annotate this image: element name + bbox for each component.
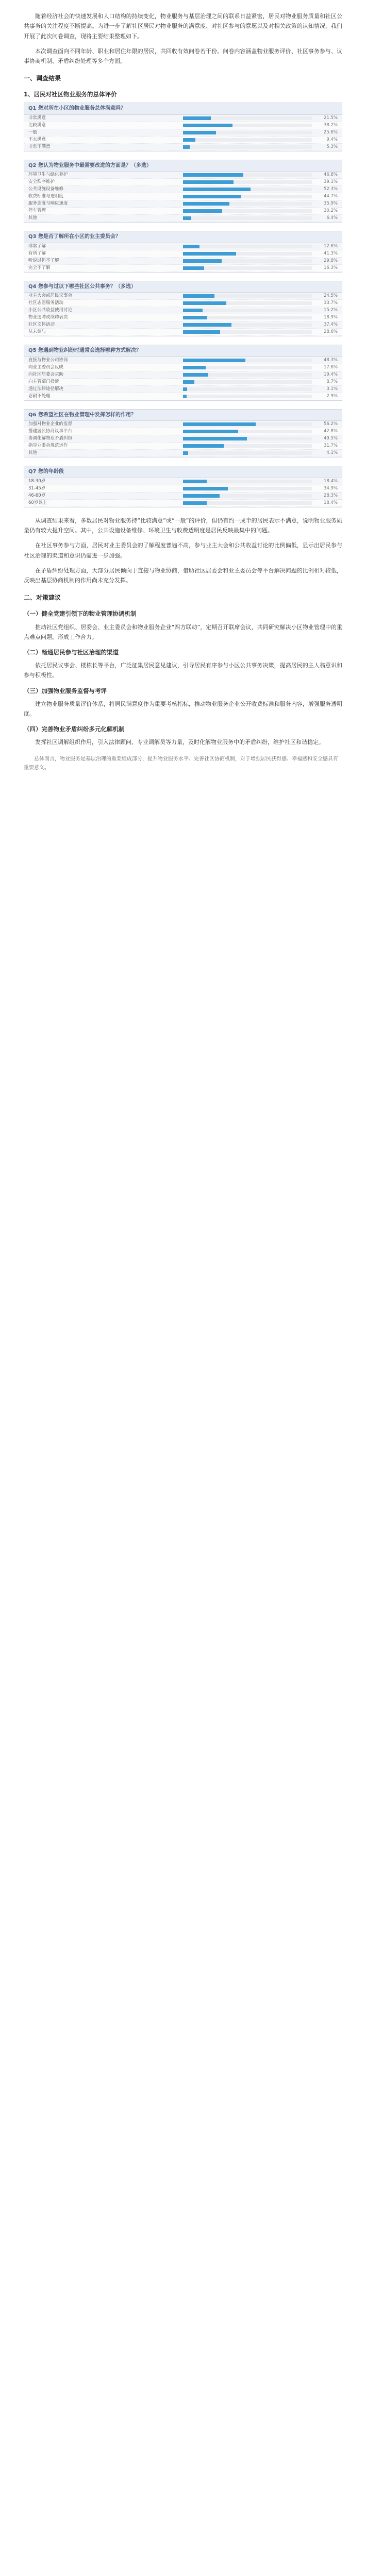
survey-bar-fill — [183, 294, 214, 298]
survey-bar-track — [183, 494, 312, 498]
survey-bar-fill — [183, 124, 232, 127]
intro-paragraph: 本次调查面向不同年龄、职业和居住年限的居民，共回收有效问卷若干份。问卷内容涵盖物业服务评价、社区事务参与、议事协商机制、矛盾纠纷处理等多个方面。 — [24, 47, 342, 64]
survey-option-row — [24, 215, 342, 222]
survey-option-label: 收费标准与透明度 — [28, 194, 64, 199]
survey-option-row — [24, 386, 342, 393]
survey-bar-track — [183, 430, 312, 433]
survey-question-title: Q3 您是否了解所在小区的业主委员会？ — [24, 231, 342, 243]
survey-option-row — [24, 115, 342, 122]
survey-bar-fill — [183, 173, 243, 177]
survey-bar-track — [183, 373, 312, 377]
survey-option-label: 社区志愿服务活动 — [28, 300, 64, 306]
survey-option-label: 物业选聘或续聘表决 — [28, 315, 68, 320]
survey-option-row — [24, 393, 342, 400]
survey-option-row — [24, 200, 342, 208]
survey-option-row — [24, 357, 342, 364]
survey-bar-track — [183, 487, 312, 490]
survey-option-percent: 48.3% — [323, 357, 338, 363]
survey-bar-fill — [183, 323, 231, 327]
survey-bar-fill — [183, 209, 222, 213]
survey-option-row — [24, 265, 342, 272]
analysis-paragraph: 从调查结果来看，多数居民对物业服务持“比较满意”或“一般”的评价，但仍有约一成半的居民表示不满意，说明物业服务质量仍有较大提升空间。其中，公共设施设备维修、环境卫生与收费透明度是居民反映最集中的问题。 — [24, 517, 342, 534]
survey-option-row — [24, 478, 342, 485]
survey-option-label: 18-30岁 — [28, 478, 46, 484]
survey-option-percent: 5.3% — [326, 144, 338, 149]
survey-bar-track — [183, 173, 312, 177]
survey-option-row — [24, 428, 342, 435]
survey-option-percent: 12.6% — [323, 243, 338, 249]
survey-bar-fill — [183, 501, 207, 505]
survey-option-row — [24, 500, 342, 507]
survey-bar-fill — [183, 188, 251, 191]
section-heading: 一、调查结果 — [24, 75, 61, 82]
survey-option-percent: 4.1% — [326, 450, 338, 456]
survey-option-percent: 31.7% — [323, 443, 338, 449]
survey-option-label: 非常了解 — [28, 243, 46, 249]
survey-bar-track — [183, 301, 312, 305]
intro-paragraph: 随着经济社会的快速发展和人口结构的持续变化，物业服务与基层治理之间的联系日益紧密，居民对物业服务质量和社区公共事务的关注程度不断提高。为进一步了解社区居民对物业服务的满意度、对社区参与的意愿以及对相关政策的认知情况，我们开展了此次问卷调查，现将主要结果整理如下。 — [24, 13, 342, 40]
survey-option-row — [24, 193, 342, 200]
survey-option-percent: 34.9% — [323, 485, 338, 491]
survey-option-label: 加强对物业企业的监督 — [28, 421, 73, 427]
survey-bar-fill — [183, 195, 241, 198]
survey-option-label: 向主管部门投诉 — [28, 379, 59, 384]
survey-question-block — [24, 281, 342, 337]
survey-question-title: Q7 您的年龄段 — [24, 466, 342, 478]
survey-bar-track — [183, 501, 312, 505]
survey-option-row — [24, 371, 342, 379]
survey-option-label: 向社区居委会求助 — [28, 371, 64, 377]
survey-option-percent: 18.9% — [323, 315, 338, 320]
survey-option-percent: 30.2% — [323, 208, 338, 214]
survey-option-row — [24, 243, 342, 250]
suggestion-title: （一）健全党建引领下的物业管理协调机制 — [24, 610, 137, 618]
survey-option-label: 听说过但不了解 — [28, 258, 59, 263]
survey-bar-fill — [183, 480, 207, 483]
survey-bar-fill — [183, 437, 247, 440]
survey-option-label: 向业主委员会反映 — [28, 364, 64, 370]
survey-option-row — [24, 250, 342, 258]
survey-bar-fill — [183, 373, 208, 377]
survey-option-percent: 33.7% — [323, 300, 338, 306]
survey-option-label: 业主大会或居民议事会 — [28, 293, 73, 299]
suggestion-text: 建立物业服务质量评价体系，将居民满意度作为重要考核指标，推动物业服务企业公开收费标准和服务内容，增强服务透明度。 — [24, 700, 342, 717]
survey-option-row — [24, 485, 342, 493]
survey-bar-fill — [183, 359, 245, 362]
survey-bar-track — [183, 259, 312, 263]
survey-question-block — [24, 466, 342, 507]
survey-bar-track — [183, 444, 312, 448]
survey-bar-track — [183, 131, 312, 134]
survey-option-label: 46-60岁 — [28, 493, 46, 498]
survey-question-block — [24, 103, 342, 151]
survey-option-label: 60岁以上 — [28, 500, 47, 505]
survey-option-percent: 37.4% — [323, 322, 338, 328]
survey-option-row — [24, 137, 342, 144]
survey-bar-track — [183, 437, 312, 440]
article-page — [0, 0, 366, 788]
survey-bar-fill — [183, 131, 216, 134]
survey-option-percent: 35.9% — [323, 201, 338, 207]
survey-bar-fill — [183, 116, 211, 120]
survey-bar-track — [183, 395, 312, 398]
survey-option-percent: 38.2% — [323, 122, 338, 128]
survey-option-label: 指导业委会规范运作 — [28, 443, 68, 449]
survey-option-row — [24, 293, 342, 300]
survey-option-label: 完全不了解 — [28, 265, 51, 270]
survey-option-row — [24, 329, 342, 336]
survey-option-percent: 49.5% — [323, 436, 338, 442]
survey-bar-track — [183, 316, 312, 319]
survey-option-percent: 19.4% — [323, 371, 338, 377]
survey-option-label: 忍耐不处理 — [28, 393, 51, 399]
survey-bar-fill — [183, 252, 236, 256]
survey-question-block — [24, 160, 342, 223]
survey-question-title: Q1 您对所在小区的物业服务总体满意吗？ — [24, 103, 342, 115]
survey-bar-track — [183, 216, 312, 220]
suggestion-text: 推动社区党组织、居委会、业主委员会和物业服务企业“四方联动”，定期召开联席会议，共同研究解决小区物业管理中的重点难点问题，形成工作合力。 — [24, 623, 342, 640]
survey-option-percent: 8.7% — [326, 379, 338, 384]
survey-bar-fill — [183, 216, 191, 220]
survey-option-label: 比较满意 — [28, 122, 46, 128]
survey-option-percent: 15.2% — [323, 308, 338, 313]
survey-option-row — [24, 321, 342, 329]
survey-bar-fill — [183, 451, 188, 455]
survey-option-percent: 6.4% — [326, 215, 338, 221]
survey-option-percent: 24.5% — [323, 293, 338, 299]
survey-bar-fill — [183, 145, 190, 149]
survey-option-label: 从未参与 — [28, 329, 46, 335]
survey-bar-track — [183, 124, 312, 127]
survey-option-label: 服务态度与响应速度 — [28, 201, 68, 207]
survey-option-row — [24, 122, 342, 129]
survey-option-percent: 18.4% — [323, 478, 338, 484]
survey-bar-fill — [183, 301, 226, 305]
survey-option-label: 31-45岁 — [28, 485, 46, 491]
survey-bar-fill — [183, 138, 195, 142]
survey-option-percent: 17.6% — [323, 364, 338, 370]
survey-bar-track — [183, 323, 312, 327]
survey-option-label: 其他 — [28, 450, 38, 456]
survey-option-row — [24, 493, 342, 500]
survey-bar-track — [183, 380, 312, 384]
survey-option-percent: 29.8% — [323, 258, 338, 263]
survey-bar-track — [183, 294, 312, 298]
survey-option-row — [24, 186, 342, 193]
survey-option-label: 其他 — [28, 215, 38, 221]
analysis-paragraph: 在矛盾纠纷处理方面，大部分居民倾向于直接与物业协商，借助社区居委会和业主委员会等平台解决问题的比例相对较低，反映出基层协商机制的作用尚未充分发挥。 — [24, 567, 342, 584]
suggestion-text: 发挥社区调解组织作用，引入法律顾问、专业调解员等力量，及时化解物业服务中的矛盾纠纷，维护社区和谐稳定。 — [35, 739, 324, 746]
survey-bar-track — [183, 359, 312, 362]
survey-bar-fill — [183, 366, 206, 369]
survey-option-percent: 44.7% — [323, 194, 338, 199]
survey-option-row — [24, 129, 342, 137]
survey-bar-fill — [183, 180, 234, 184]
survey-bar-fill — [183, 395, 187, 398]
survey-results — [24, 103, 342, 507]
survey-bar-track — [183, 252, 312, 256]
survey-option-percent: 39.1% — [323, 179, 338, 185]
survey-bar-track — [183, 451, 312, 455]
survey-bar-fill — [183, 266, 204, 270]
survey-bar-fill — [183, 245, 199, 248]
survey-option-label: 停车管理 — [28, 208, 46, 214]
conclusion-text: 总体而言，物业服务是基层治理的重要组成部分，提升物业服务水平、完善社区协商机制，对于增强居民获得感、幸福感和安全感具有重要意义。 — [24, 756, 338, 771]
suggestion-title: （四）完善物业矛盾纠纷多元化解机制 — [24, 725, 125, 733]
survey-question-title: Q6 您希望社区在物业管理中发挥怎样的作用？ — [24, 410, 342, 421]
survey-option-row — [24, 443, 342, 450]
survey-option-label: 不太满意 — [28, 137, 46, 142]
survey-option-percent: 42.8% — [323, 429, 338, 434]
survey-bar-track — [183, 202, 312, 206]
survey-option-percent: 9.4% — [326, 137, 338, 142]
survey-option-row — [24, 379, 342, 386]
survey-bar-track — [183, 266, 312, 270]
survey-option-percent: 56.2% — [323, 421, 338, 427]
analysis-paragraph: 在社区事务参与方面，居民对业主委员会的了解程度普遍不高，参与业主大会和公共收益讨论的比例偏低，显示出居民参与社区治理的渠道和意识仍需进一步加强。 — [24, 542, 342, 559]
survey-option-label: 非常不满意 — [28, 144, 51, 149]
subsection-heading: 1、居民对社区物业服务的总体评价 — [24, 91, 117, 98]
survey-option-row — [24, 307, 342, 314]
survey-option-row — [24, 300, 342, 307]
survey-option-row — [24, 364, 342, 371]
survey-option-percent: 52.3% — [323, 187, 338, 192]
survey-bar-track — [183, 195, 312, 198]
survey-question-block — [24, 409, 342, 458]
survey-option-row — [24, 179, 342, 186]
survey-bar-track — [183, 180, 312, 184]
survey-option-row — [24, 144, 342, 151]
survey-bar-fill — [183, 330, 220, 334]
survey-option-percent: 16.3% — [323, 265, 338, 270]
survey-option-percent: 21.5% — [323, 115, 338, 121]
survey-option-row — [24, 314, 342, 321]
survey-bar-fill — [183, 309, 203, 312]
survey-bar-track — [183, 366, 312, 369]
survey-bar-track — [183, 116, 312, 120]
survey-option-label: 直接与物业公司协商 — [28, 357, 68, 363]
survey-bar-track — [183, 387, 312, 391]
survey-bar-fill — [183, 316, 207, 319]
survey-option-row — [24, 435, 342, 443]
survey-bar-fill — [183, 259, 222, 263]
survey-option-label: 环境卫生与绿化养护 — [28, 172, 68, 178]
survey-bar-track — [183, 330, 312, 334]
survey-option-row — [24, 258, 342, 265]
survey-option-percent: 18.4% — [323, 500, 338, 505]
survey-option-label: 搭建居民协商议事平台 — [28, 429, 73, 434]
survey-option-label: 小区公共收益使用讨论 — [28, 308, 73, 313]
survey-option-percent: 46.8% — [323, 172, 338, 178]
survey-bar-fill — [183, 444, 224, 448]
survey-option-percent: 2.9% — [326, 393, 338, 399]
survey-bar-fill — [183, 494, 220, 498]
survey-bar-track — [183, 209, 312, 213]
survey-option-label: 通过法律途径解决 — [28, 386, 64, 392]
survey-option-label: 安全秩序维护 — [28, 179, 55, 185]
survey-question-block — [24, 345, 342, 401]
survey-bar-fill — [183, 380, 194, 384]
survey-option-percent: 41.3% — [323, 250, 338, 256]
survey-option-row — [24, 421, 342, 428]
survey-option-label: 社区文体活动 — [28, 322, 55, 328]
survey-bar-fill — [183, 487, 228, 490]
survey-bar-track — [183, 480, 312, 483]
survey-question-block — [24, 231, 342, 273]
survey-option-percent: 3.1% — [326, 386, 338, 392]
survey-option-percent: 25.6% — [323, 129, 338, 135]
survey-bar-fill — [183, 422, 256, 426]
survey-bar-track — [183, 422, 312, 426]
survey-option-percent: 28.3% — [323, 493, 338, 498]
survey-option-row — [24, 208, 342, 215]
survey-question-title: Q4 您参与过以下哪些社区公共事务？（多选） — [24, 281, 342, 293]
section-heading: 二、对策建议 — [24, 594, 61, 602]
survey-bar-track — [183, 138, 312, 142]
survey-bar-track — [183, 309, 312, 312]
suggestion-title: （二）畅通居民参与社区治理的渠道 — [24, 649, 119, 656]
suggestion-text: 依托居民议事会、楼栋长等平台，广泛征集居民意见建议，引导居民有序参与小区公共事务决策，提高居民的主人翁意识和参与积极性。 — [24, 662, 342, 679]
survey-bar-fill — [183, 430, 238, 433]
survey-bar-track — [183, 245, 312, 248]
survey-question-title: Q2 您认为物业服务中最需要改进的方面是？（多选） — [24, 160, 342, 172]
survey-option-label: 一般 — [28, 129, 38, 135]
survey-bar-track — [183, 188, 312, 191]
survey-option-label: 有所了解 — [28, 250, 46, 256]
survey-option-label: 协调化解物业矛盾纠纷 — [28, 436, 73, 442]
survey-option-label: 公共设施设备维修 — [28, 187, 64, 192]
survey-option-row — [24, 450, 342, 457]
survey-option-percent: 28.6% — [323, 329, 338, 335]
survey-question-title: Q5 您遇到物业纠纷时通常会选择哪种方式解决？ — [24, 345, 342, 357]
survey-bar-fill — [183, 202, 229, 206]
survey-bar-track — [183, 145, 312, 149]
survey-option-label: 非常满意 — [28, 115, 46, 121]
survey-bar-fill — [183, 387, 187, 391]
survey-option-row — [24, 172, 342, 179]
suggestion-title: （三）加强物业服务监督与考评 — [24, 687, 107, 694]
